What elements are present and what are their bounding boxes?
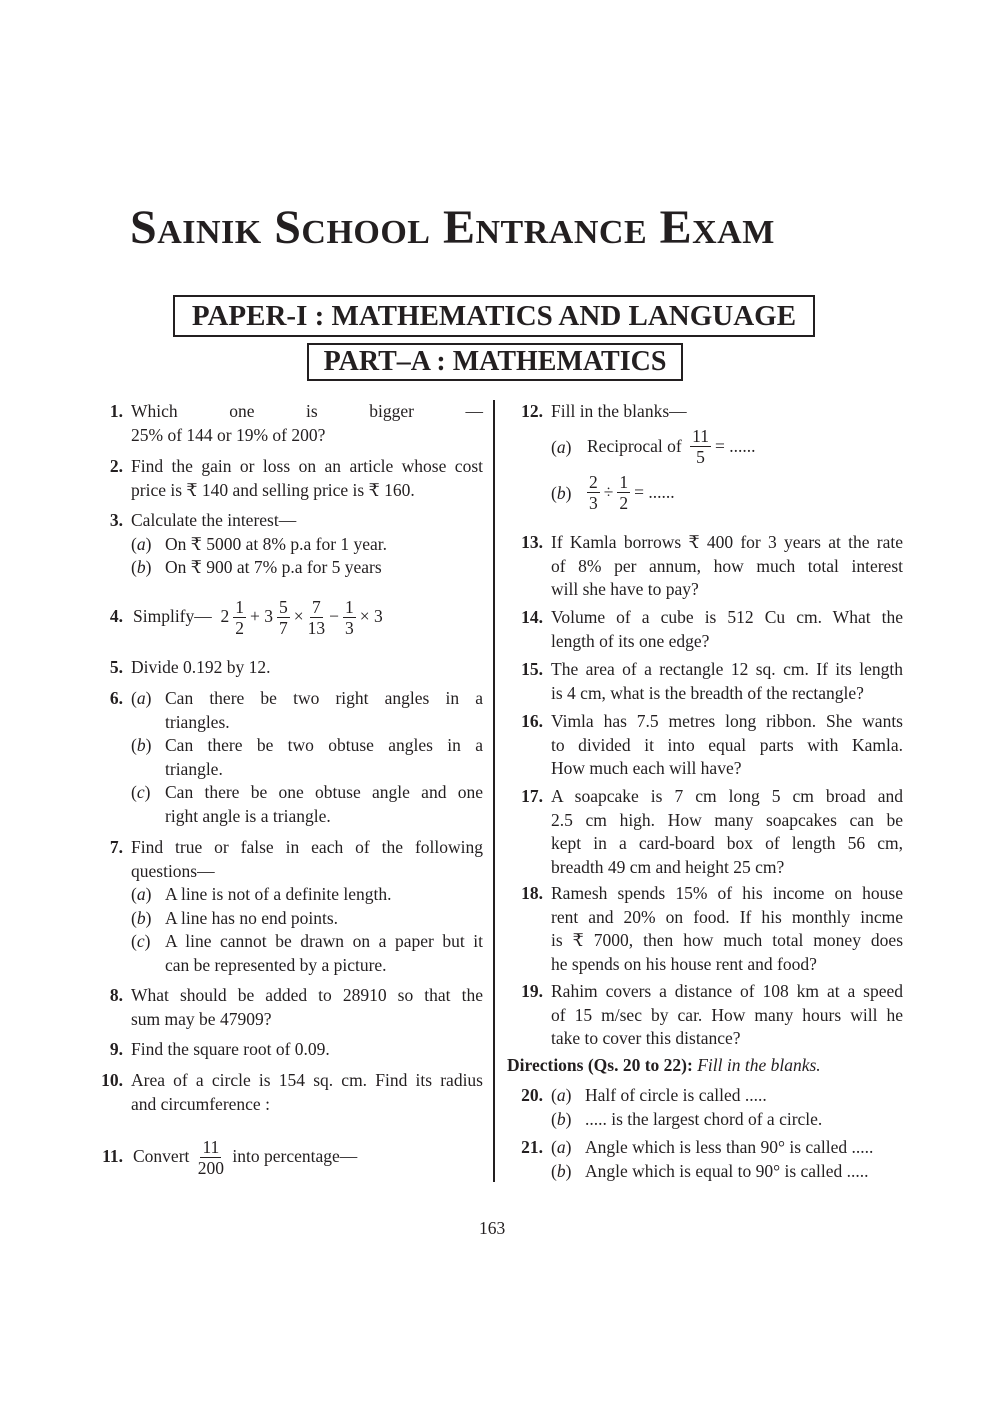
question-text-line: Find true or false in each of the following <box>131 837 483 857</box>
question-subpart <box>551 470 903 516</box>
denominator: 3 <box>345 617 354 638</box>
question-subpart <box>131 781 483 828</box>
fraction <box>617 472 630 513</box>
question-number: 3. <box>109 510 123 530</box>
question-text-line: take to cover this distance? <box>551 1028 741 1048</box>
question-subpart <box>131 907 483 931</box>
question-text-line: Rahim covers a distance of 108 km at a speed <box>551 981 903 1001</box>
question-item <box>521 980 903 1051</box>
question-item <box>521 606 903 653</box>
numerator: 1 <box>619 472 629 492</box>
denominator: 200 <box>197 1157 225 1178</box>
question-number: 6. <box>109 688 123 708</box>
fraction <box>277 597 290 638</box>
question-item <box>109 400 483 447</box>
denominator: 7 <box>279 617 288 638</box>
question-text-line: can be represented by a picture. <box>165 954 387 975</box>
fraction <box>690 426 711 467</box>
question-number: 20. <box>521 1085 543 1105</box>
numerator: 11 <box>202 1136 220 1157</box>
question-text-line: rent and 20% on food. If his monthly incme <box>551 906 903 927</box>
question-text-line: 25% of 144 or 19% of 200? <box>131 424 326 445</box>
question-text-line: price is ₹ 140 and selling price is ₹ 160. <box>131 479 415 500</box>
subpart-label: (c) <box>131 931 151 951</box>
question-number: 8. <box>109 985 123 1005</box>
subpart-label: (a) <box>131 884 152 904</box>
question-text-line: A line has no end points. <box>165 907 339 928</box>
fraction <box>233 597 246 638</box>
question-subpart <box>131 883 483 907</box>
question-number: 5. <box>109 657 123 677</box>
question-text-line: On ₹ 5000 at 8% p.a for 1 year. <box>165 533 388 554</box>
question-number: 18. <box>521 883 543 903</box>
question-text-line: Area of a circle is 154 sq. cm. Find its radius <box>131 1070 483 1090</box>
question-text-line: breadth 49 cm and height 25 cm? <box>551 856 785 877</box>
question-text-line: Ramesh spends 15% of his income on house <box>551 883 903 903</box>
question-item <box>521 1084 903 1131</box>
subpart-label: (a) <box>551 1137 572 1157</box>
question-text-line: 2.5 cm high. How many soapcakes can be <box>551 809 903 830</box>
question-item <box>109 836 483 977</box>
directions <box>507 1054 821 1078</box>
subpart-label: (b) <box>551 1160 572 1181</box>
question-number: 14. <box>521 607 543 627</box>
question-text-line: On ₹ 900 at 7% p.a for 5 years <box>165 557 382 577</box>
math-text: Reciprocal of <box>587 435 687 456</box>
question-text-line: Fill in the blanks— <box>551 401 687 421</box>
question-number: 19. <box>521 981 543 1001</box>
question-text-line: A line is not of a definite length. <box>165 884 392 904</box>
subpart-label: (b) <box>551 482 572 503</box>
subpart-label: (c) <box>131 782 151 802</box>
math-expression <box>131 594 483 640</box>
question-number: 17. <box>521 786 543 806</box>
question-text-line: is ₹ 7000, then how much total money does <box>551 930 903 950</box>
question-number: 2. <box>109 456 123 476</box>
question-text-line: Volume of a cube is 512 Cu cm. What the <box>551 607 903 627</box>
question-text-line: and circumference : <box>131 1093 270 1114</box>
math-text: Simplify— 2 <box>133 606 230 627</box>
question-text-line: Half of circle is called ..... <box>585 1085 767 1105</box>
question-text-line: If Kamla borrows ₹ 400 for 3 years at the rate <box>551 532 903 552</box>
question-subpart <box>551 1108 903 1132</box>
question-item <box>521 400 903 516</box>
question-subpart <box>131 930 483 977</box>
question-item <box>109 984 483 1031</box>
question-item <box>109 594 483 640</box>
question-number: 16. <box>521 711 543 731</box>
question-number: 12. <box>521 401 543 421</box>
question-item <box>521 882 903 976</box>
question-number: 7. <box>109 837 123 857</box>
question-text-line: will she have to pay? <box>551 579 699 599</box>
question-subpart <box>551 424 903 470</box>
question-item <box>521 710 903 781</box>
question-text-line: Divide 0.192 by 12. <box>131 657 271 677</box>
question-item <box>521 785 903 879</box>
question-item <box>101 1069 483 1116</box>
subpart-label: (b) <box>131 557 152 577</box>
question-item <box>521 531 903 602</box>
fraction <box>587 472 600 513</box>
question-text-line: A soapcake is 7 cm long 5 cm broad and <box>551 786 903 806</box>
denominator: 5 <box>696 447 705 467</box>
denominator: 3 <box>589 493 598 513</box>
math-text: = ...... <box>634 481 675 502</box>
question-subpart <box>551 1084 903 1108</box>
question-subpart <box>131 556 483 580</box>
question-text-line: A line cannot be drawn on a paper but it <box>165 931 483 951</box>
denominator: 2 <box>235 617 245 638</box>
question-subpart <box>131 734 483 781</box>
subpart-label: (a) <box>551 436 572 457</box>
math-expression <box>131 1134 483 1180</box>
math-expression <box>585 424 903 470</box>
question-text-line: questions— <box>131 860 215 881</box>
question-text-line: of 8% per annum, how much total interest <box>551 555 903 576</box>
numerator: 1 <box>235 596 245 617</box>
denominator: 13 <box>307 617 326 638</box>
subpart-label: (a) <box>131 533 152 554</box>
question-item <box>109 687 483 828</box>
question-text-line: sum may be 47909? <box>131 1008 272 1029</box>
numerator: 2 <box>589 472 598 492</box>
numerator: 7 <box>312 596 321 617</box>
question-text-line: length of its one edge? <box>551 630 710 651</box>
fraction <box>308 597 326 638</box>
fraction <box>198 1137 224 1178</box>
question-number: 11. <box>102 1146 123 1166</box>
math-text: Convert <box>133 1146 194 1167</box>
column-divider <box>493 400 495 1182</box>
question-text-line: Can there be one obtuse angle and one <box>165 782 483 802</box>
question-text-line: is 4 cm, what is the breadth of the rectangle? <box>551 682 864 703</box>
book-section-title: Sainik School Entrance Exam <box>130 201 775 254</box>
question-text-line: he spends on his house rent and food? <box>551 953 817 974</box>
math-text: = ...... <box>714 435 756 456</box>
question-subpart <box>131 687 483 734</box>
question-subpart <box>551 1160 903 1184</box>
denominator: 2 <box>619 493 629 513</box>
question-number: 1. <box>109 401 123 421</box>
question-number: 21. <box>521 1137 543 1157</box>
question-text-line: Calculate the interest— <box>131 510 297 530</box>
question-text-line: kept in a card-board box of length 56 cm, <box>551 833 903 853</box>
math-text: ÷ <box>603 481 614 502</box>
subpart-label: (b) <box>551 1108 572 1129</box>
question-text-line: The area of a rectangle 12 sq. cm. If its length <box>551 659 903 679</box>
question-text-line: How much each will have? <box>551 758 742 778</box>
math-text: × <box>293 606 304 627</box>
question-subpart <box>131 533 483 557</box>
subpart-label: (b) <box>131 735 152 755</box>
part-heading: PART–A : MATHEMATICS <box>307 343 683 381</box>
question-item <box>109 455 483 502</box>
question-text-line: Angle which is less than 90° is called ..... <box>585 1137 874 1157</box>
math-text: × 3 <box>359 606 383 627</box>
question-text-line: Which one is bigger — <box>131 401 483 421</box>
question-item <box>109 656 483 680</box>
question-text-line: of 15 m/sec by car. How many hours will he <box>551 1004 903 1025</box>
question-number: 4. <box>109 606 123 626</box>
directions-text: Fill in the blanks. <box>697 1055 821 1075</box>
math-text: into percentage— <box>228 1146 358 1167</box>
fraction <box>343 597 356 638</box>
subpart-label: (a) <box>551 1085 572 1105</box>
question-text-line: to divided it into equal parts with Kamla. <box>551 734 903 755</box>
numerator: 11 <box>692 426 709 446</box>
question-number: 13. <box>521 532 543 552</box>
numerator: 5 <box>279 596 288 617</box>
question-number: 15. <box>521 659 543 679</box>
subpart-label: (a) <box>131 688 152 708</box>
question-subpart <box>551 1136 903 1160</box>
math-text: + 3 <box>250 606 274 627</box>
question-text-line: Find the gain or loss on an article whose cost <box>131 456 483 476</box>
question-text-line: Can there be two right angles in a <box>165 688 483 708</box>
question-item <box>102 1134 483 1180</box>
question-text-line: Angle which is equal to 90° is called ..... <box>585 1160 869 1181</box>
math-expression <box>585 470 903 516</box>
page-number: 163 <box>479 1218 506 1238</box>
question-number: 9. <box>109 1039 123 1059</box>
question-item <box>521 658 903 705</box>
numerator: 1 <box>345 596 354 617</box>
paper-heading: PAPER-I : MATHEMATICS AND LANGUAGE <box>173 295 815 337</box>
question-text-line: triangle. <box>165 758 223 779</box>
math-text: − <box>329 606 340 627</box>
question-item <box>109 1038 483 1062</box>
question-text-line: triangles. <box>165 711 230 732</box>
directions-label: Directions (Qs. 20 to 22): <box>507 1055 693 1075</box>
question-text-line: Can there be two obtuse angles in a <box>165 735 483 755</box>
question-text-line: ..... is the largest chord of a circle. <box>585 1108 823 1129</box>
question-text-line: Vimla has 7.5 metres long ribbon. She wants <box>551 711 903 731</box>
subpart-label: (b) <box>131 907 152 928</box>
question-text-line: What should be added to 28910 so that the <box>131 985 483 1005</box>
question-text-line: right angle is a triangle. <box>165 805 331 826</box>
question-number: 10. <box>101 1070 123 1090</box>
question-item <box>109 509 483 580</box>
question-item <box>521 1136 903 1183</box>
question-text-line: Find the square root of 0.09. <box>131 1039 330 1059</box>
